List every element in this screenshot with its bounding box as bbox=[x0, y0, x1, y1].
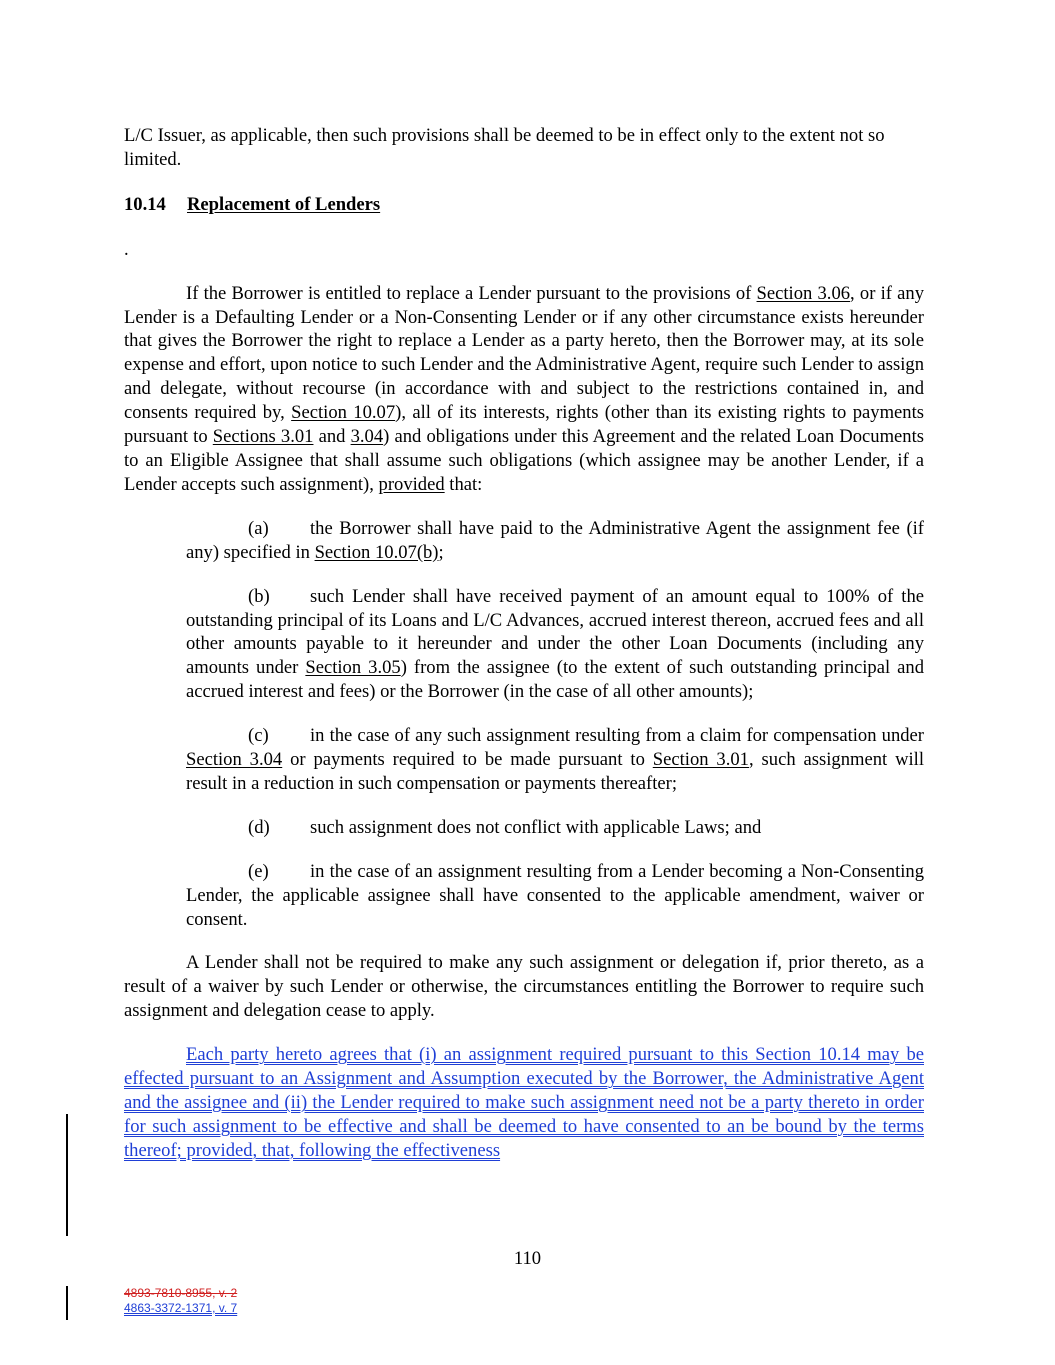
waiver-paragraph: A Lender shall not be required to make any such assignment or delegation if, prior thereto, as a result of a waiver by such Lender or otherwise, the circumstances entitling the Borrower to require such assignment and delegation cease to apply. bbox=[124, 952, 924, 1022]
section-title: Replacement of Lenders bbox=[187, 193, 381, 215]
clause-b bbox=[186, 585, 924, 705]
provided-term: provided bbox=[378, 473, 445, 495]
xref-section-3-01: Section 3.01 bbox=[652, 749, 749, 771]
clause-e bbox=[186, 860, 924, 932]
clause-a-text-2: ; bbox=[438, 541, 444, 563]
clause-label: (b) bbox=[248, 585, 270, 607]
clause-c-text-2: or payments required to be made pursuant to bbox=[282, 749, 653, 771]
clause-label: (c) bbox=[248, 725, 269, 747]
clause-a-text-1: the Borrower shall have paid to the Administrative Agent the assignment fee (if any) specified in bbox=[186, 517, 924, 563]
intro-text-6: that: bbox=[444, 473, 483, 495]
document-body bbox=[124, 124, 924, 1163]
intro-text-1: If the Borrower is entitled to replace a Lender pursuant to the provisions of bbox=[186, 282, 757, 304]
xref-section-3-06: Section 3.06 bbox=[756, 282, 851, 304]
clause-label: (e) bbox=[248, 860, 269, 882]
clause-label: (d) bbox=[248, 816, 270, 838]
intro-text-4: and bbox=[313, 426, 351, 448]
clause-b-text-2: ) from the assignee (to the extent of such outstanding principal and accrued interest and fees) or the Borrower (in the case of all other amounts); bbox=[186, 657, 924, 703]
xref-section-10-07: Section 10.07 bbox=[291, 402, 396, 424]
intro-text-3: ), all of its interests, rights (other than its existing rights to payments pursuant to bbox=[124, 402, 924, 448]
clause-b-text-1: such Lender shall have received payment of an amount equal to 100% of the outstanding principal of its Loans and L/C Advances, accrued interest thereon, accrued fees and all other amounts payable to it hereunder and under the other Loan Documents (including any amounts under bbox=[186, 585, 924, 679]
clause-d-text: such assignment does not conflict with applicable Laws; and bbox=[310, 816, 762, 838]
page-number: 110 bbox=[513, 1248, 542, 1269]
clause-a bbox=[186, 517, 924, 565]
section-heading bbox=[124, 193, 924, 217]
clause-label: (a) bbox=[248, 517, 269, 539]
clause-c-text-3: , such assignment will result in a reduction in such compensation or payments thereafter; bbox=[186, 749, 924, 794]
intro-text-2: , or if any Lender is a Defaulting Lender or a Non-Consenting Lender or if any other circumstance exists hereunder that gives the Borrower the right to replace a Lender as a party hereto, then the Borrower may, at its sole expense and effort, upon notice to such Lender and the Administrative Agent, require such Lender to assign and delegate, without recourse (in accordance with and subject to the restrictions contained in, and consents required by, bbox=[124, 282, 924, 424]
continuation-paragraph: L/C Issuer, as applicable, then such provisions shall be deemed to be in effect only to the extent not so limited. bbox=[124, 125, 885, 170]
clause-e-text: in the case of an assignment resulting from a Lender becoming a Non-Consenting Lender, the applicable assignee shall have consented to the applicable amendment, waiver or consent. bbox=[186, 860, 924, 930]
xref-3-04: 3.04 bbox=[350, 426, 384, 448]
xref-section-10-07b: Section 10.07(b) bbox=[314, 541, 439, 563]
xref-section-3-04: Section 3.04 bbox=[186, 749, 283, 771]
clause-c-text-1: in the case of any such assignment resulting from a claim for compensation under bbox=[310, 725, 924, 747]
intro-text-5: ) and obligations under this Agreement and the related Loan Documents to an Eligible Assignee that shall assume such obligations (which assignee may be another Lender, if a Lender accepts such assignment), bbox=[124, 426, 924, 495]
clause-d bbox=[186, 816, 924, 840]
footer-change-bar bbox=[66, 1286, 68, 1320]
inserted-document-ref: 4863-3372-1371, v. 7 bbox=[124, 1301, 238, 1315]
xref-section-3-05: Section 3.05 bbox=[305, 657, 401, 679]
inserted-paragraph: Each party hereto agrees that (i) an assignment required pursuant to this Section 10.14 may be effected pursuant to an Assignment and Assumption executed by the Borrower, the Administrative Agent and the assignee and (ii) the Lender required to make such assignment need not be a party thereto in order for such assignment to be effective and shall be deemed to have consented to an be bound by the terms thereof; provided, that, following the effectiveness bbox=[124, 1044, 924, 1161]
stray-dot: . bbox=[124, 238, 129, 260]
change-bar bbox=[66, 1114, 68, 1236]
intro-paragraph bbox=[124, 282, 924, 497]
document-id-footer bbox=[124, 1286, 237, 1316]
clause-c bbox=[186, 724, 924, 796]
xref-sections-3-01: Sections 3.01 bbox=[212, 426, 314, 448]
section-number: 10.14 bbox=[124, 193, 166, 215]
deleted-document-ref: 4893-7810-8955, v. 2 bbox=[124, 1286, 238, 1300]
